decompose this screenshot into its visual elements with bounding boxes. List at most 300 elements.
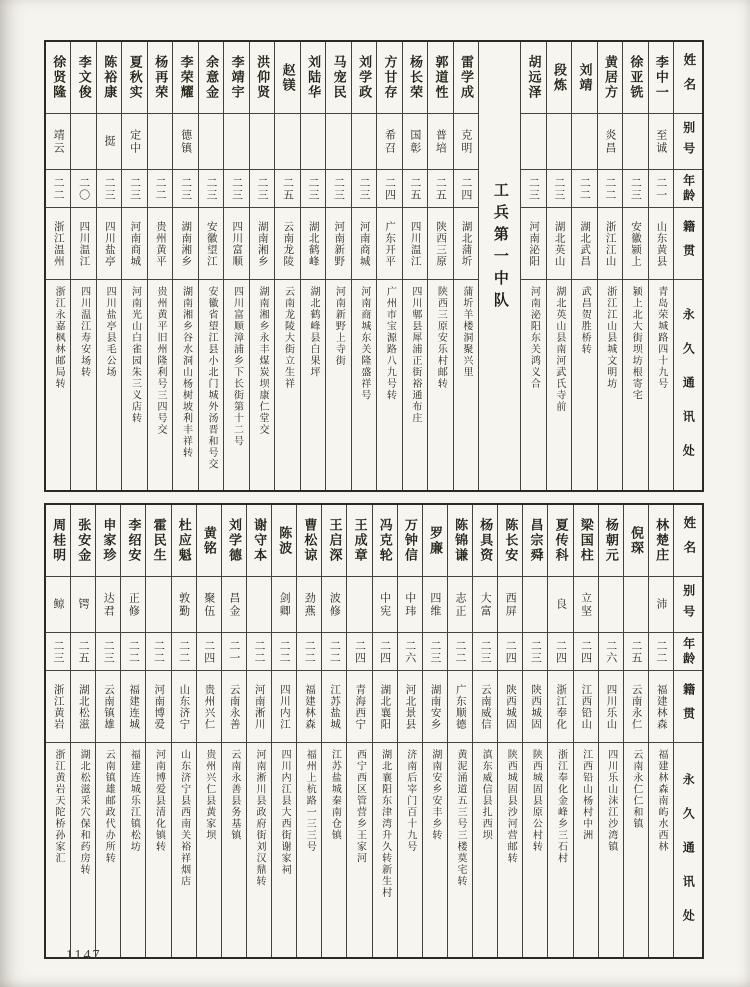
alias-cell-text: 西屏 (504, 591, 517, 618)
roster-table-bottom (44, 503, 704, 959)
address-cell (272, 743, 296, 957)
address-cell-text: 河南光山白雀园朱三义店转 (129, 286, 141, 424)
address-cell (173, 280, 197, 490)
address-cell-text: 滇东威信县扎西坝 (480, 749, 492, 841)
native-place-cell (548, 671, 572, 743)
header-address-label: 永久通讯处 (681, 308, 696, 478)
roster-table-top (44, 40, 704, 492)
name-cell (649, 42, 673, 114)
age-cell (423, 633, 447, 671)
native-place-cell (197, 671, 221, 743)
name-cell-text: 梁国柱 (578, 518, 594, 563)
person-column (574, 505, 599, 957)
person-column (197, 505, 222, 957)
native-place-cell (347, 671, 371, 743)
address-cell-text: 济南后宰门百十九号 (404, 749, 416, 853)
age-cell-text: 二四 (554, 639, 567, 664)
address-cell (148, 280, 172, 490)
person-column (398, 505, 423, 957)
alias-cell (521, 114, 545, 170)
name-cell (71, 505, 95, 577)
address-cell (623, 280, 647, 490)
person-column (547, 42, 572, 490)
name-cell-text: 赵镁 (280, 62, 296, 93)
age-cell (521, 170, 545, 208)
age-cell (547, 170, 571, 208)
address-cell (598, 280, 622, 490)
age-cell (297, 633, 321, 671)
age-cell (624, 633, 648, 671)
person-column (172, 505, 197, 957)
native-place-cell (247, 671, 271, 743)
age-cell-text: 二三 (357, 176, 370, 201)
alias-cell-text: 大富 (479, 591, 492, 618)
alias-cell (649, 114, 673, 170)
address-cell-text: 云南永仁仁和镇 (630, 749, 642, 830)
person-column (598, 42, 623, 490)
alias-cell-text: 正修 (127, 591, 140, 618)
address-cell (473, 743, 497, 957)
address-cell-text: 福建连城乐江镇松坊 (128, 749, 140, 853)
address-cell (301, 280, 325, 490)
address-cell (96, 743, 120, 957)
person-column (301, 42, 326, 490)
header-alias-label: 别号 (681, 120, 696, 163)
age-cell (247, 633, 271, 671)
age-cell (649, 633, 673, 671)
native-place-cell-text: 河南商城 (358, 220, 370, 267)
age-cell (322, 633, 346, 671)
age-cell-text: 二一 (227, 639, 240, 664)
name-cell (623, 42, 647, 114)
age-cell-text: 二三 (230, 176, 243, 201)
header-alias-label: 别号 (681, 583, 696, 626)
alias-cell (574, 577, 598, 633)
native-place-cell-text: 河南泌阳 (528, 220, 540, 267)
header-native-label: 籍贯 (681, 219, 696, 268)
address-cell (572, 280, 596, 490)
native-place-cell-text: 陕西城固 (504, 683, 516, 730)
alias-cell-text: 锷 (77, 598, 90, 611)
person-column (498, 505, 523, 957)
person-column (96, 505, 121, 957)
name-cell-text: 余意金 (204, 55, 220, 100)
alias-cell (199, 114, 223, 170)
native-place-cell-text: 青海西宁 (354, 683, 366, 730)
native-place-cell-text: 陕西城固 (530, 683, 542, 730)
name-cell-text: 昌宗舜 (528, 518, 544, 563)
age-cell (71, 170, 95, 208)
native-place-cell (275, 208, 299, 280)
address-cell-text: 山东济宁县西南关裕祥烟店 (178, 749, 190, 887)
name-cell-text: 夏传科 (553, 518, 569, 563)
address-cell (448, 743, 472, 957)
address-cell-text: 湖北英山县南河武氏寺前 (553, 286, 565, 413)
native-place-cell (547, 208, 571, 280)
age-cell-text: 二三 (102, 639, 115, 664)
alias-cell-text: 希召 (383, 128, 396, 155)
age-cell-text: 二二 (52, 176, 65, 201)
alias-cell (448, 577, 472, 633)
native-place-cell-text: 广东顺德 (454, 683, 466, 730)
age-cell (224, 170, 248, 208)
address-cell (624, 743, 648, 957)
native-place-cell (352, 208, 376, 280)
age-cell (598, 170, 622, 208)
name-cell (473, 505, 497, 577)
header-alias-cell (674, 577, 702, 633)
person-column (173, 42, 198, 490)
name-cell-text: 刘学德 (226, 518, 242, 563)
alias-cell (250, 114, 274, 170)
address-cell (599, 743, 623, 957)
address-cell (122, 280, 146, 490)
native-place-cell-text: 四川温江 (409, 220, 421, 267)
address-cell (352, 280, 376, 490)
name-cell (454, 42, 478, 114)
age-cell-text: 二四 (504, 639, 517, 664)
alias-cell (97, 114, 121, 170)
age-cell-text: 二三 (527, 176, 540, 201)
native-place-cell (46, 208, 70, 280)
person-column (623, 42, 648, 490)
address-cell (121, 743, 145, 957)
name-cell-text: 张安金 (76, 518, 92, 563)
alias-cell (498, 577, 522, 633)
alias-cell-text: 聚伍 (202, 591, 215, 618)
person-column (224, 42, 249, 490)
address-cell (521, 280, 545, 490)
age-cell-text: 二五 (77, 639, 90, 664)
person-column (199, 42, 224, 490)
native-place-cell-text: 贵州兴仁 (203, 683, 215, 730)
native-place-cell-text: 湖北英山 (553, 220, 565, 267)
address-cell (199, 280, 223, 490)
name-cell (197, 505, 221, 577)
native-place-cell (71, 208, 95, 280)
name-cell-text: 陈波 (277, 525, 293, 556)
alias-cell-text: 普培 (434, 128, 447, 155)
name-cell-text: 申家珍 (101, 518, 117, 563)
alias-cell-text: 国彰 (408, 128, 421, 155)
age-cell-text: 二二 (252, 639, 265, 664)
page-number: 1147 (66, 948, 102, 963)
name-cell (46, 505, 70, 577)
native-place-cell (498, 671, 522, 743)
name-cell (272, 505, 296, 577)
address-cell (46, 743, 70, 957)
age-cell (275, 170, 299, 208)
alias-cell (352, 114, 376, 170)
name-cell-text: 倪琛 (628, 525, 644, 556)
alias-cell (523, 577, 547, 633)
alias-cell (454, 114, 478, 170)
address-cell-text: 陕西城固县原公村转 (530, 749, 542, 853)
name-cell-text: 杨朝元 (603, 518, 619, 563)
age-cell (373, 633, 397, 671)
native-place-cell (148, 208, 172, 280)
address-cell (574, 743, 598, 957)
address-cell-text: 四川内江县大西街谢家祠 (279, 749, 291, 876)
name-cell-text: 徐贤隆 (51, 55, 67, 100)
address-cell-text: 浙江永嘉枫林邮局转 (53, 286, 65, 390)
alias-cell-text: 四维 (428, 591, 441, 618)
native-place-cell (172, 671, 196, 743)
address-cell (146, 743, 170, 957)
alias-cell (423, 577, 447, 633)
native-place-cell-text: 安徽颍上 (630, 220, 642, 267)
address-cell (649, 743, 673, 957)
address-cell-text: 武昌贺胜桥转 (579, 286, 591, 355)
native-place-cell (572, 208, 596, 280)
name-cell-text: 杨具资 (478, 518, 494, 563)
header-age-label: 年龄 (681, 173, 696, 204)
address-cell-text: 浙江黄岩天陀桥孙家汇 (52, 749, 64, 864)
native-place-cell-text: 四川盐亭 (103, 220, 115, 267)
alias-cell-text: 克明 (459, 128, 472, 155)
name-cell-text: 郭道性 (433, 55, 449, 100)
native-place-cell (398, 671, 422, 743)
address-cell-text: 湖北松滋采穴保和药房转 (78, 749, 90, 876)
alias-cell (548, 577, 572, 633)
alias-cell (247, 577, 271, 633)
age-cell-text: 二六 (403, 639, 416, 664)
native-place-cell-text: 河南淅川 (253, 683, 265, 730)
person-column (347, 505, 372, 957)
name-cell-text: 周桂明 (51, 518, 67, 563)
name-cell-text: 刘陆华 (306, 55, 322, 100)
age-cell (146, 633, 170, 671)
name-cell (199, 42, 223, 114)
age-cell-text: 二二 (152, 639, 165, 664)
alias-cell-text: 良 (554, 598, 567, 611)
person-column (247, 505, 272, 957)
native-place-cell (599, 671, 623, 743)
age-cell (377, 170, 401, 208)
header-name-label: 姓名 (681, 516, 696, 565)
alias-cell (473, 577, 497, 633)
native-place-cell-text: 云南永善 (228, 683, 240, 730)
name-cell-text: 夏秋实 (127, 55, 143, 100)
native-place-cell (448, 671, 472, 743)
person-column (572, 42, 597, 490)
name-cell (71, 42, 95, 114)
alias-cell (322, 577, 346, 633)
native-place-cell (454, 208, 478, 280)
native-place-cell (222, 671, 246, 743)
age-cell (326, 170, 350, 208)
address-cell-text: 河南淅川县政府街刘汉鼎转 (253, 749, 265, 887)
name-cell (428, 42, 452, 114)
address-cell-text: 四川盐亭县毛公场 (104, 286, 116, 378)
name-cell (373, 505, 397, 577)
name-cell-text: 罗廉 (427, 525, 443, 556)
address-cell-text: 福州上杭路一三三号 (304, 749, 316, 853)
alias-cell-text: 达君 (102, 591, 115, 618)
alias-cell (96, 577, 120, 633)
age-cell-text: 二三 (479, 639, 492, 664)
name-cell (275, 42, 299, 114)
name-cell-text: 雷学成 (459, 55, 474, 100)
age-cell-text: 二五 (281, 176, 294, 201)
table-header-column (674, 505, 702, 957)
name-cell (448, 505, 472, 577)
alias-cell (122, 114, 146, 170)
table-header-column (674, 42, 702, 490)
native-place-cell-text: 湖南湘乡 (256, 220, 268, 267)
address-cell (275, 280, 299, 490)
address-cell-text: 广州市宝源路八九号转 (384, 286, 396, 401)
age-cell-text: 二四 (202, 639, 215, 664)
address-cell (247, 743, 271, 957)
name-cell-text: 谢守本 (252, 518, 268, 563)
person-column (46, 505, 71, 957)
age-cell (347, 633, 371, 671)
alias-cell-text: 沛 (654, 598, 667, 611)
native-place-cell (301, 208, 325, 280)
age-cell (199, 170, 223, 208)
name-cell (250, 42, 274, 114)
name-cell (224, 42, 248, 114)
native-place-cell-text: 山东黄县 (655, 220, 667, 267)
age-cell (71, 633, 95, 671)
native-place-cell (623, 208, 647, 280)
native-place-cell-text: 浙江温州 (52, 220, 64, 267)
name-cell-text: 段炼 (551, 62, 567, 93)
age-cell (448, 633, 472, 671)
name-cell-text: 万钟信 (402, 518, 418, 563)
native-place-cell (122, 208, 146, 280)
address-cell-text: 浙江奉化金峰乡三石村 (555, 749, 567, 864)
name-cell (574, 505, 598, 577)
native-place-cell (97, 208, 121, 280)
native-place-cell (224, 208, 248, 280)
name-cell-text: 陈长安 (503, 518, 519, 563)
header-address-cell (674, 743, 702, 957)
alias-cell-text: 立坚 (579, 591, 592, 618)
native-place-cell (326, 208, 350, 280)
name-cell-text: 刘学政 (357, 55, 373, 100)
address-cell (326, 280, 350, 490)
person-column (523, 505, 548, 957)
alias-cell (222, 577, 246, 633)
header-alias-cell (674, 114, 702, 170)
name-cell (649, 505, 673, 577)
address-cell (423, 743, 447, 957)
person-column (322, 505, 347, 957)
address-cell-text: 云南永善县务基镇 (228, 749, 240, 841)
native-place-cell-text: 山东济宁 (178, 683, 190, 730)
person-column (403, 42, 428, 490)
person-column (272, 505, 297, 957)
name-cell (46, 42, 70, 114)
name-cell (572, 42, 596, 114)
name-cell-text: 李绍安 (126, 518, 142, 563)
address-cell-text: 浙江江山县城文明坊 (604, 286, 616, 390)
native-place-cell-text: 湖北松滋 (77, 683, 89, 730)
person-column (548, 505, 573, 957)
native-place-cell-text: 湖南安乡 (429, 683, 441, 730)
native-place-cell-text: 湖北鹤峰 (307, 220, 319, 267)
age-cell (97, 170, 121, 208)
name-cell-text: 洪仰贤 (255, 55, 271, 100)
alias-cell-text: 劲燕 (303, 591, 316, 618)
alias-cell (297, 577, 321, 633)
name-cell (352, 42, 376, 114)
address-cell (398, 743, 422, 957)
name-cell (377, 42, 401, 114)
alias-cell (623, 114, 647, 170)
native-place-cell-text: 河南新野 (333, 220, 345, 267)
name-cell (521, 42, 545, 114)
native-place-cell-text: 湖南湘乡 (180, 220, 192, 267)
address-cell-text: 贵州兴仁县黄家坝 (203, 749, 215, 841)
address-cell-text: 云南镇雄邮政代办所转 (103, 749, 115, 864)
alias-cell (173, 114, 197, 170)
address-cell-text: 贵州黄平旧州隆利号三四号交 (155, 286, 167, 436)
alias-cell (46, 114, 70, 170)
native-place-cell (428, 208, 452, 280)
person-column (624, 505, 649, 957)
name-cell (301, 42, 325, 114)
age-cell (46, 170, 70, 208)
person-column (297, 505, 322, 957)
person-column (521, 42, 546, 490)
address-cell-text: 蒲圻羊楼洞聚兴里 (460, 286, 472, 378)
alias-cell (71, 577, 95, 633)
header-name-label: 姓名 (681, 53, 696, 102)
native-place-cell (574, 671, 598, 743)
address-cell (548, 743, 572, 957)
native-place-cell (146, 671, 170, 743)
name-cell-text: 李靖宇 (229, 55, 245, 100)
native-place-cell-text: 四川温江 (78, 220, 90, 267)
address-cell (649, 280, 673, 490)
person-column (649, 505, 674, 957)
address-cell (547, 280, 571, 490)
age-cell (121, 633, 145, 671)
name-cell-text: 杨再荣 (153, 55, 169, 100)
age-cell-text: 二四 (378, 639, 391, 664)
alias-cell (373, 577, 397, 633)
native-place-cell-text: 湖北武昌 (579, 220, 591, 267)
age-cell (473, 633, 497, 671)
address-cell-text: 四川富顺漳浦乡下长街第十二号 (231, 286, 243, 447)
age-cell (46, 633, 70, 671)
age-cell-text: 二二 (654, 639, 667, 664)
age-cell (623, 170, 647, 208)
alias-cell-text: 至诚 (654, 128, 667, 155)
native-place-cell (121, 671, 145, 743)
person-column (146, 505, 171, 957)
address-cell-text: 黄泥涌道五三号三楼莫宅转 (454, 749, 466, 887)
name-cell (121, 505, 145, 577)
native-place-cell-text: 湖北襄阳 (379, 683, 391, 730)
person-column (473, 505, 498, 957)
native-place-cell (322, 671, 346, 743)
alias-cell-text: 剑卿 (278, 591, 291, 618)
age-cell-text: 二四 (579, 639, 592, 664)
address-cell-text: 陕西城固县沙河营邮转 (505, 749, 517, 864)
alias-cell (172, 577, 196, 633)
native-place-cell-text: 福建连城 (128, 683, 140, 730)
address-cell-text: 河南泌阳东关鸿义合 (528, 286, 540, 390)
person-column (122, 42, 147, 490)
age-cell (428, 170, 452, 208)
native-place-cell (649, 208, 673, 280)
native-place-cell (96, 671, 120, 743)
age-cell-text: 二四 (353, 639, 366, 664)
